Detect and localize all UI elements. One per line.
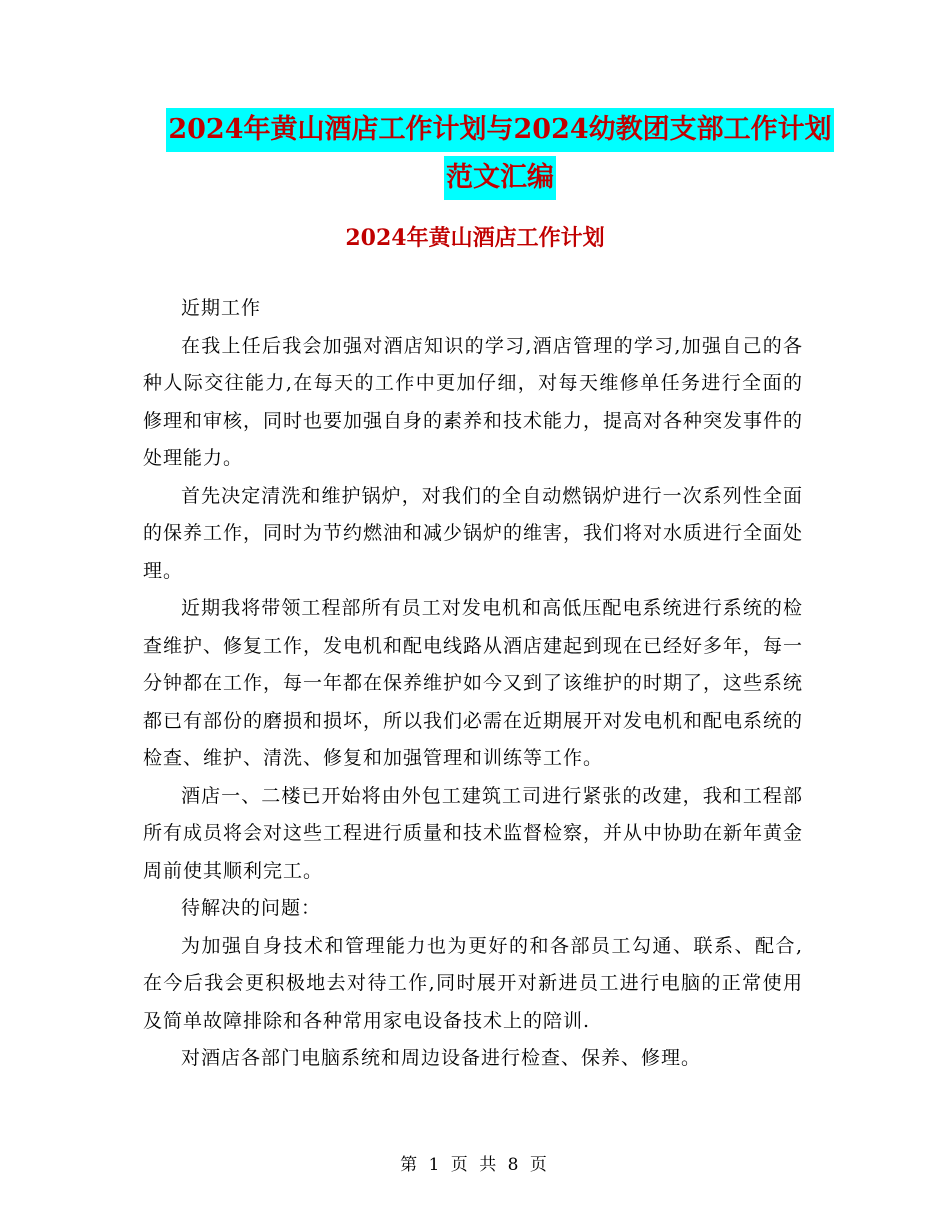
paragraph: 酒店一、二楼已开始将由外包工建筑工司进行紧张的改建，我和工程部所有成员将会对这些工程进行质量和技术监督检察，并从中协助在新年黄金周前使其顺利完工。 — [143, 784, 804, 882]
paragraph: 首先决定清洗和维护锅炉，对我们的全自动燃锅炉进行一次系列性全面的保养工作，同时为节约燃油和减少锅炉的维害，我们将对水质进行全面处理。 — [143, 484, 804, 582]
body-text — [143, 290, 803, 1078]
paragraph-recent-work: 近期工作 — [181, 297, 262, 319]
title-line-1: 2024年黄山酒店工作计划与2024幼教团支部工作计划 — [166, 108, 833, 152]
section-heading: 2024年黄山酒店工作计划 — [345, 225, 605, 251]
document-title — [150, 108, 850, 200]
paragraph: 近期我将带领工程部所有员工对发电机和高低压配电系统进行系统的检查维护、修复工作，发电机和配电线路从酒店建起到现在已经好多年，每一分钟都在工作，每一年都在保养维护如今又到了该维护的时期了，这些系统都已有部份的磨损和损坏，所以我们必需在近期展开对发电机和配电系统的检查、维护、清洗、修复和加强管理和训练等工作。 — [143, 597, 804, 769]
paragraph: 为加强自身技术和管理能力也为更好的和各部员工勾通、联系、配合,在今后我会更积极地去对待工作,同时展开对新进员工进行电脑的正常使用及简单故障排除和各种常用家电设备技术上的陪训. — [143, 934, 803, 1032]
paragraph-pending-issues: 待解决的问题： — [181, 897, 322, 919]
title-line-2: 范文汇编 — [444, 156, 556, 200]
paragraph: 在我上任后我会加强对酒店知识的学习,酒店管理的学习,加强自己的各种人际交往能力,在每天的工作中更加仔细，对每天维修单任务进行全面的修理和审核，同时也要加强自身的素养和技术能力，提高对各种突发事件的处理能力。 — [143, 334, 804, 469]
paragraph: 对酒店各部门电脑系统和周边设备进行检查、保养、修理。 — [181, 1047, 702, 1069]
page-number-footer: 第 1 页 共 8 页 — [400, 1155, 550, 1175]
